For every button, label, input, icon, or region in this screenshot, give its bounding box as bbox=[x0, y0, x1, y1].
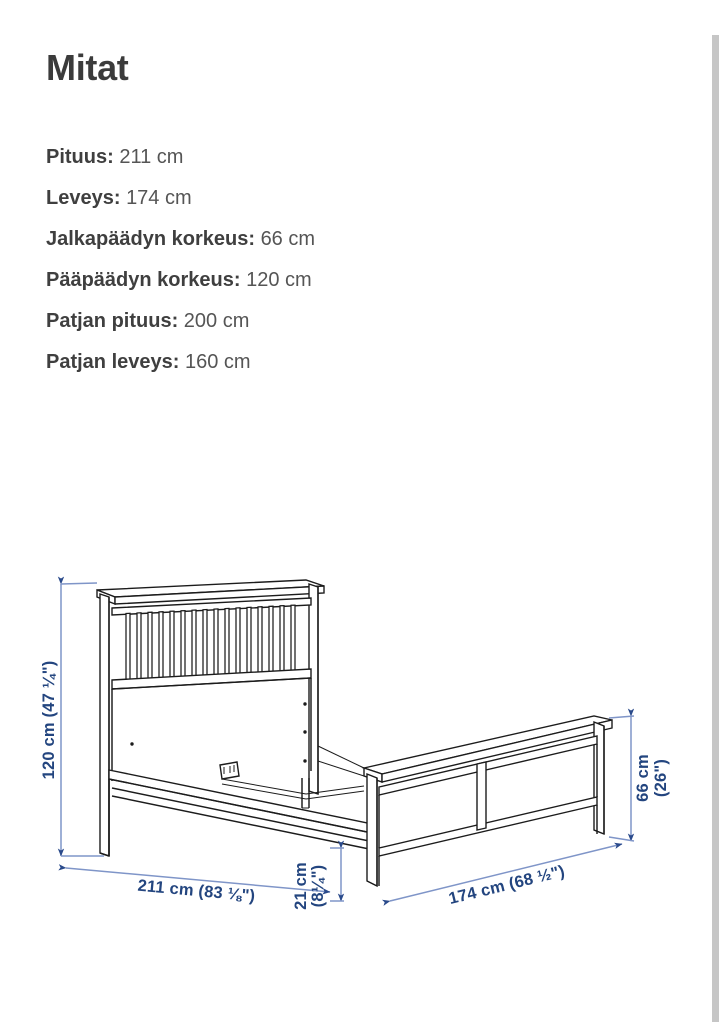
headboard-fitting-dot bbox=[130, 742, 133, 745]
footboard-near-post bbox=[367, 774, 377, 886]
spec-row-pituus bbox=[46, 137, 646, 178]
spec-value: 120 cm bbox=[246, 269, 312, 291]
spec-value: 174 cm bbox=[126, 187, 192, 209]
spec-row-patjan-pituus bbox=[46, 301, 646, 342]
dimension-spec-list bbox=[46, 137, 646, 383]
spec-label: Patjan pituus: bbox=[46, 310, 179, 332]
spec-label: Pituus: bbox=[46, 146, 114, 168]
spec-value: 160 cm bbox=[184, 351, 251, 373]
footboard bbox=[364, 716, 612, 886]
dimension-label-headboard-height: 120 cm (47 ¼") bbox=[40, 660, 58, 780]
spec-label: Jalkapäädyn korkeus: bbox=[46, 228, 255, 250]
scrollbar-track[interactable] bbox=[711, 0, 720, 1022]
dimension-rail-height bbox=[292, 848, 344, 910]
spec-value: 200 cm bbox=[183, 310, 250, 332]
dimension-label-rail-height-inch: (8¼") bbox=[309, 864, 327, 908]
side-rail-top-face bbox=[109, 770, 372, 833]
page-title: Mitat bbox=[46, 47, 129, 88]
headboard-spindles bbox=[126, 605, 295, 680]
headboard-left-post bbox=[100, 594, 109, 856]
bed-frame-diagram bbox=[34, 556, 694, 936]
spec-row-leveys bbox=[46, 178, 646, 219]
headboard-fitting-dot bbox=[303, 759, 306, 762]
spec-row-paapaadyn-korkeus bbox=[46, 260, 646, 301]
spec-value: 211 cm bbox=[119, 146, 184, 168]
dimension-label-footboard-height-inch: (26") bbox=[652, 758, 670, 798]
spec-row-jalkapaadyn-korkeus bbox=[46, 219, 646, 260]
scrollbar-thumb[interactable] bbox=[712, 35, 719, 1022]
dimension-label-rail-height-cm: 21 cm bbox=[292, 862, 310, 910]
spec-value: 66 cm bbox=[260, 228, 316, 250]
footboard-center-stile bbox=[477, 762, 486, 830]
dimension-label-length: 211 cm (83 ⅛") bbox=[136, 876, 257, 906]
dimension-footboard-height bbox=[609, 716, 670, 841]
bed-frame-outline bbox=[97, 580, 612, 886]
dimension-label-width: 174 cm (68 ½") bbox=[446, 862, 567, 909]
spec-row-patjan-leveys bbox=[46, 342, 646, 383]
dimension-length bbox=[66, 868, 330, 905]
side-rail-edge-2 bbox=[112, 788, 374, 842]
footboard-top-cap-front bbox=[382, 720, 612, 782]
dimension-label-footboard-height-cm: 66 cm bbox=[634, 754, 652, 802]
dimension-headboard-height bbox=[40, 583, 104, 856]
ext-line-top bbox=[61, 583, 97, 584]
spec-label: Pääpäädyn korkeus: bbox=[46, 269, 241, 291]
far-rail-upper bbox=[318, 746, 364, 768]
headboard-fitting-dot bbox=[303, 702, 306, 705]
headboard-fitting-dot bbox=[303, 730, 306, 733]
dimension-width bbox=[390, 844, 622, 908]
spec-label: Patjan leveys: bbox=[46, 351, 180, 373]
side-rail-far bbox=[318, 746, 364, 776]
footboard-lower-rail bbox=[379, 797, 597, 856]
far-rail-lower bbox=[318, 761, 364, 776]
spec-label: Leveys: bbox=[46, 187, 121, 209]
